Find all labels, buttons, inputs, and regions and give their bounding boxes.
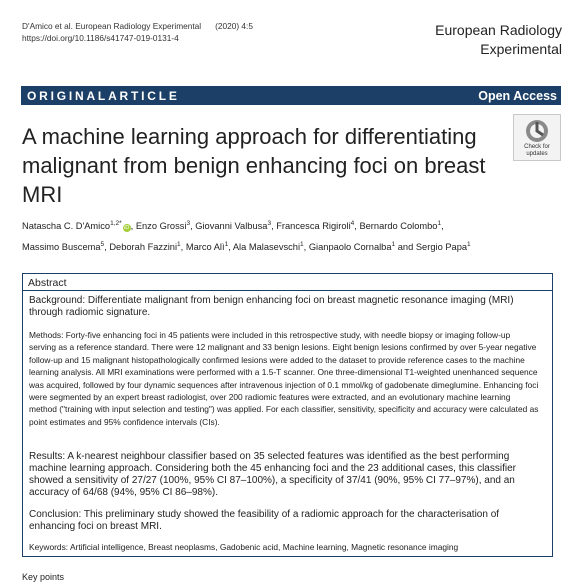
author[interactable]: Giovanni Valbusa$^3$: [195, 220, 272, 231]
open-access-label: Open Access: [478, 89, 557, 103]
author[interactable]: Bernardo Colombo$^1$: [359, 220, 442, 231]
orcid-icon[interactable]: iD: [124, 225, 130, 231]
abstract-keywords: Keywords: Artificial intelligence, Breast neoplasms, Gadobenic acid, Machine learning, Magnetic resonance imaging: [29, 542, 459, 552]
authors-and: and: [397, 242, 414, 252]
doi-link[interactable]: https://doi.org/10.1186/s41747-019-0131-4: [22, 33, 179, 43]
article-type-banner: [21, 86, 561, 105]
abstract-methods: Methods: Forty-five enhancing foci in 45 patients were included in this retrospective study, with needle biopsy or imaging follow-up serving as a reference standard. There were 12 malignant and 33 benign lesions. Eight benign lesions confirmed by over 5-year negative follow-up and 15 malignant histopathologically confirmed lesions were added to the dataset to provide reference cases to the machine learning analysis. All MRI examinations were performed with a 1.5-T scanner. One three-dimensional T1-weighted unenhanced sequence was acquired, followed by four dynamic sequences after intravenous injection of 0.1 mmol/kg of gadobenate dimeglumine. Enhancing foci were segmented by an expert breast radiologist, over 200 radiomic features were extracted, and an evolutionary machine learning method ("training with input selection and testing") was applied. For each classifier, sensitivity, specificity and accuracy were calculated as point estimates and 95% confidence intervals (CIs).: [29, 330, 539, 427]
author[interactable]: Deborah Fazzini$^1$: [109, 241, 181, 252]
journal-name-line2: Experimental: [480, 41, 562, 57]
check-for-updates-badge[interactable]: [513, 114, 561, 161]
badge-line1: Check for: [524, 144, 550, 150]
badge-line2: updates: [526, 150, 548, 157]
abstract-heading: Abstract: [28, 277, 67, 289]
year-volume: (2020) 4:5: [215, 21, 253, 31]
author[interactable]: Francesca Rigiroli$^4$: [276, 220, 355, 231]
journal-name: [435, 21, 562, 59]
author-list: Natascha C. D'Amico$^{1,2*}$iD, Enzo Grossi$^3$, Giovanni Valbusa$^3$, Francesca Rigiroli$^4$, Bernardo Colombo$^1$, Massimo Buscema$^5$, Deborah Fazzini$^1$, Marco Alì$^1$, Ala Malasevschi$^1$, Gianpaolo Cornalba$^1$ and Sergio Papa$^1$: [22, 220, 471, 252]
citation-text: D'Amico et al. European Radiology Experimental: [22, 21, 202, 31]
article-title: A machine learning approach for differentiating malignant from benign enhancing foci on breast MRI: [22, 124, 486, 207]
author[interactable]: Gianpaolo Cornalba$^1$: [308, 241, 396, 252]
check-updates-icon: [524, 119, 550, 143]
abstract-conclusion: Conclusion: This preliminary study showed the feasibility of a radiomic approach for the characterisation of enhancing foci on breast MRI.: [29, 509, 500, 532]
journal-name-line1: European Radiology: [435, 22, 562, 38]
author[interactable]: Enzo Grossi$^3$: [135, 220, 191, 231]
author[interactable]: Sergio Papa$^1$: [415, 241, 471, 252]
abstract-background: Background: Differentiate malignant from benign enhancing foci on breast magnetic resonance imaging (MRI) through radiomic signature.: [29, 295, 514, 318]
author[interactable]: Ala Malasevschi$^1$: [232, 241, 304, 252]
citation-block: [22, 20, 253, 44]
author[interactable]: Massimo Buscema$^5$: [22, 241, 105, 252]
abstract-results: Results: A k-nearest neighbour classifier based on 35 selected features was identified as the best performing machine learning approach. Considering both the 45 enhancing foci and the 23 additional cases, this classifier showed a sensitivity of 27/27 (100%, 95% CI 87–100%), a specificity of 37/41 (90%, 95% CI 77–97%), and an accuracy of 64/68 (94%, 95% CI 86–98%).: [29, 451, 516, 498]
article-type-label: ORIGINALARTICLE: [27, 89, 180, 103]
key-points-heading: Key points: [22, 572, 65, 582]
author[interactable]: Marco Alì$^1$: [185, 241, 229, 252]
author[interactable]: Natascha C. D'Amico$^{1,2*}$iD: [22, 220, 130, 231]
abstract-divider: [23, 290, 552, 291]
